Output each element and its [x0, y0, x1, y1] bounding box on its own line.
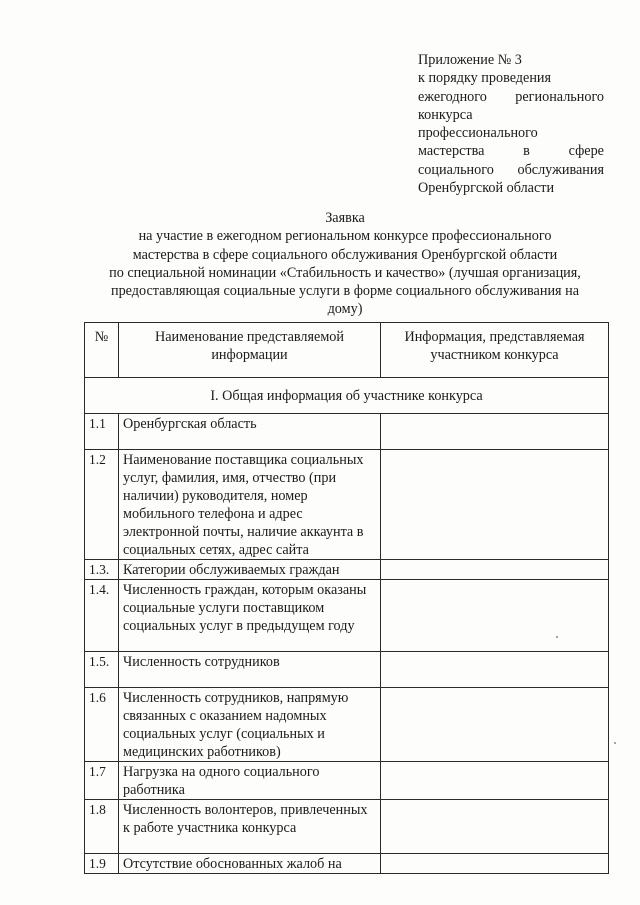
appendix-line: Оренбургской области — [418, 180, 555, 197]
header-info: Информация, представляемая участником конкурса — [381, 323, 609, 378]
row-num: 1.7 — [85, 762, 119, 800]
appendix-block — [418, 51, 604, 197]
heading-line: по специальной номинации «Стабильность и качество» (лучшая организация, — [109, 264, 581, 281]
heading-line: предоставляющая социальные услуги в форме социального обслуживания на — [111, 283, 579, 300]
table-row — [85, 450, 609, 560]
scan-speck — [556, 636, 558, 638]
heading-line: на участие в ежегодном региональном конкурсе профессионального — [138, 228, 552, 245]
row-name: Численность волонтеров, привлеченных к работе участника конкурса — [119, 800, 381, 854]
table-row — [85, 652, 609, 688]
table-row — [85, 580, 609, 652]
row-name: Наименование поставщика социальных услуг, фамилия, имя, отчество (при наличии) руководителя, номер мобильного телефона и адрес электронной почты, наличие аккаунта в социальных сетях, адрес сайта — [119, 450, 381, 560]
row-num: 1.6 — [85, 688, 119, 762]
row-info[interactable] — [381, 450, 609, 560]
table-header-row — [85, 323, 609, 378]
row-name: Категории обслуживаемых граждан — [119, 560, 381, 580]
row-num: 1.4. — [85, 580, 119, 652]
row-num: 1.3. — [85, 560, 119, 580]
appendix-line: ежегодного регионального — [418, 88, 604, 105]
heading-line: мастерства в сфере социального обслуживания Оренбургской области — [132, 246, 558, 263]
table-row — [85, 854, 609, 874]
row-info[interactable] — [381, 762, 609, 800]
row-info[interactable] — [381, 688, 609, 762]
application-table — [84, 322, 609, 874]
appendix-line: к порядку проведения — [418, 70, 552, 87]
section-title: I. Общая информация об участнике конкурса — [85, 378, 609, 414]
row-num: 1.5. — [85, 652, 119, 688]
row-name: Численность сотрудников — [119, 652, 381, 688]
row-name: Отсутствие обоснованных жалоб на — [119, 854, 381, 874]
appendix-line: профессионального — [418, 125, 538, 142]
appendix-line: Приложение № 3 — [418, 52, 522, 68]
application-heading — [70, 209, 620, 319]
appendix-line: социального обслуживания — [418, 161, 604, 178]
row-num: 1.1 — [85, 414, 119, 450]
row-info[interactable] — [381, 800, 609, 854]
row-info[interactable] — [381, 652, 609, 688]
row-name: Численность граждан, которым оказаны социальные услуги поставщиком социальных услуг в предыдущем году — [119, 580, 381, 652]
table-row — [85, 762, 609, 800]
row-name: Нагрузка на одного социального работника — [119, 762, 381, 800]
row-num: 1.8 — [85, 800, 119, 854]
document-title: Заявка — [325, 210, 365, 226]
table-row — [85, 414, 609, 450]
row-name: Оренбургская область — [119, 414, 381, 450]
appendix-line: мастерства в сфере — [418, 143, 604, 160]
section-row — [85, 378, 609, 414]
header-name: Наименование представляемой информации — [119, 323, 381, 378]
heading-line: дому) — [327, 301, 363, 318]
table-row — [85, 688, 609, 762]
row-num: 1.9 — [85, 854, 119, 874]
table-row — [85, 800, 609, 854]
appendix-line: конкурса — [418, 106, 473, 123]
scan-speck — [614, 742, 616, 744]
table-row — [85, 560, 609, 580]
row-info[interactable] — [381, 414, 609, 450]
header-num: № — [85, 323, 119, 378]
row-num: 1.2 — [85, 450, 119, 560]
row-info[interactable] — [381, 560, 609, 580]
row-info[interactable] — [381, 854, 609, 874]
row-info[interactable] — [381, 580, 609, 652]
row-name: Численность сотрудников, напрямую связанных с оказанием надомных социальных услуг (социальных и медицинских работников) — [119, 688, 381, 762]
